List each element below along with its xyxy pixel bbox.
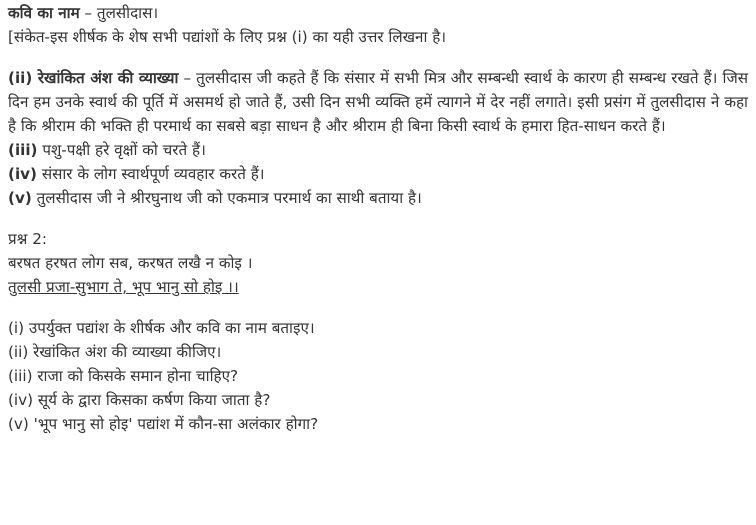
answer-ii: [8, 66, 748, 138]
answer-ii-label: रेखांकित अंश की व्याख्या: [32, 69, 179, 87]
answer-v-text: तुलसीदास जी ने श्रीरघुनाथ जी को एकमात्र परमार्थ का साथी बताया है।: [31, 189, 422, 207]
spacer: [8, 49, 748, 66]
question-item: (ii) रेखांकित अंश की व्याख्या कीजिए।: [8, 343, 222, 361]
question-item: (i) उपर्युक्त पद्यांश के शीर्षक और कवि का नाम बताइए।: [8, 319, 315, 337]
poet-label: कवि का नाम: [8, 4, 80, 22]
answer-v-number: (v): [8, 189, 32, 207]
spacer: [8, 299, 748, 316]
answer-iii-text: पशु-पक्षी हरे वृक्षों को चरते हैं।: [37, 141, 206, 159]
answer-ii-text: – तुलसीदास जी कहते हैं कि संसार में सभी मित्र और सम्बन्धी स्वार्थ के कारण ही सम्बन्ध रखते हैं। जिस दिन हम उनके स्वार्थ की पूर्ति में असमर्थ हो जाते हैं, उसी दिन सभी व्यक्ति हमें त्यागने में देर नहीं लगाते। इसी प्रसंग में तुलसीदास ने कहा है कि श्रीराम की भक्ति ही परमार्थ का सबसे बड़ा साधन है और श्रीराम ही बिना किसी स्वार्थ के हमारा हित-साधन करते हैं।: [8, 69, 748, 135]
hint-note: [संकेत-इस शीर्षक के शेष सभी पद्यांशों के लिए प्रश्न (i) का यही उत्तर लिखना है।: [8, 28, 447, 46]
spacer: [8, 210, 748, 227]
poet-name-line: [8, 1, 748, 25]
question-item: (iv) सूर्य के द्वारा किसका कर्षण किया जाता है?: [8, 391, 271, 409]
answer-iv-text: संसार के लोग स्वार्थपूर्ण व्यवहार करते हैं।: [37, 165, 265, 183]
poet-value: – तुलसीदास।: [79, 4, 159, 22]
verse-line-2-underlined: तुलसी प्रजा-सुभाग ते, भूप भानु सो होइ ।।: [8, 278, 239, 296]
answer-ii-number: (ii): [8, 69, 33, 87]
answer-v: [8, 186, 748, 210]
answer-iv-number: (iv): [8, 165, 37, 183]
question-item: (v) 'भूप भानु सो होइ' पद्यांश में कौन-सा अलंकार होगा?: [8, 415, 319, 433]
question-item: (iii) राजा को किसके समान होना चाहिए?: [8, 367, 239, 385]
verse-line-1: बरषत हरषत लोग सब, करषत लखै न कोइ ।: [8, 254, 253, 272]
answer-iv: [8, 162, 748, 186]
answer-iii: [8, 138, 748, 162]
question-2-heading: प्रश्न 2:: [8, 230, 47, 248]
verse-line-2: [8, 275, 748, 299]
answer-iii-number: (iii): [8, 141, 38, 159]
